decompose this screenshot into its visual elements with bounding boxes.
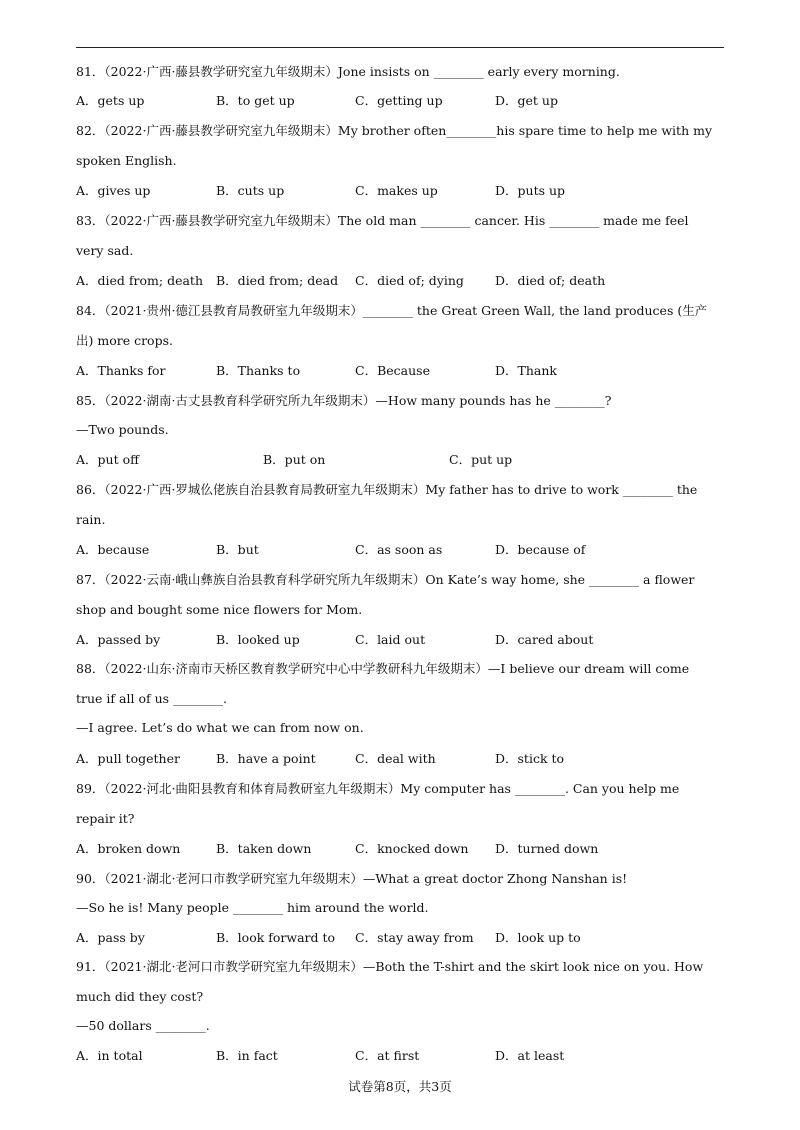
option-d: D．stick to — [495, 751, 565, 766]
page-footer: 试卷第8页，共3页 — [348, 1079, 452, 1094]
question-stem: 82．（2022·广西·藤县教学研究室九年级期末）My brother often________his spare time to help me with my — [76, 123, 713, 138]
question-stem: 91．（2021·湖北·老河口市教学研究室九年级期末）—Both the T-shirt and the skirt look nice on you. How — [76, 959, 704, 974]
options-row — [76, 363, 724, 379]
option-a: A．in total — [76, 1048, 143, 1063]
option-b: B．to get up — [216, 93, 295, 108]
option-c: C．put up — [449, 452, 513, 467]
question-stem: 85．（2022·湖南·古丈县教育科学研究所九年级期末）—How many pounds has he ________? — [76, 393, 612, 408]
question-stem: 90．（2021·湖北·老河口市教学研究室九年级期末）—What a great doctor Zhong Nanshan is! — [76, 871, 628, 886]
option-b: B．in fact — [216, 1048, 278, 1063]
option-c: C．makes up — [355, 183, 438, 198]
option-c: C．getting up — [355, 93, 443, 108]
options-row — [76, 1048, 724, 1064]
option-d: D．died of; death — [495, 273, 606, 288]
option-a: A．broken down — [76, 841, 181, 856]
question-stem: 87．（2022·云南·峨山彝族自治县教育科学研究所九年级期末）On Kate’s way home, she ________ a flower — [76, 572, 695, 587]
options-row — [76, 183, 724, 199]
option-d: D．puts up — [495, 183, 566, 198]
option-b: B．have a point — [216, 751, 316, 766]
option-c: C．laid out — [355, 632, 426, 647]
options-row — [76, 632, 724, 648]
option-c: C．knocked down — [355, 841, 469, 856]
question-stem: 86．（2022·广西·罗城仫佬族自治县教育局教研室九年级期末）My father has to drive to work ________ the — [76, 482, 698, 497]
option-d: D．Thank — [495, 363, 557, 378]
option-d: D．look up to — [495, 930, 581, 945]
option-c: C．stay away from — [355, 930, 474, 945]
question-stem: 83．（2022·广西·藤县教学研究室九年级期末）The old man ________ cancer. His ________ made me feel — [76, 213, 689, 228]
options-row — [76, 452, 724, 468]
option-a: A．Thanks for — [76, 363, 166, 378]
option-a: A．died from; death — [76, 273, 203, 288]
option-b: B．put on — [263, 452, 326, 467]
question-stem: 88．（2022·山东·济南市天桥区教育教学研究中心中学教研科九年级期末）—I believe our dream will come — [76, 661, 690, 676]
option-a: A．because — [76, 542, 150, 557]
option-b: B．taken down — [216, 841, 312, 856]
option-c: C．as soon as — [355, 542, 443, 557]
option-a: A．pass by — [76, 930, 145, 945]
question-stem: 81．（2022·广西·藤县教学研究室九年级期末）Jone insists on ________ early every morning. — [76, 64, 620, 79]
option-a: A．gets up — [76, 93, 145, 108]
options-row — [76, 841, 724, 857]
question-text-line: —50 dollars ________. — [76, 1018, 210, 1033]
question-text-line: rain. — [76, 512, 106, 527]
options-row — [76, 751, 724, 767]
options-row — [76, 93, 724, 109]
question-text-line: —Two pounds. — [76, 422, 169, 437]
question-text-line: very sad. — [76, 243, 134, 258]
option-b: B．but — [216, 542, 259, 557]
option-d: D．turned down — [495, 841, 599, 856]
option-c: C．Because — [355, 363, 430, 378]
options-row — [76, 930, 724, 946]
question-text-line: much did they cost? — [76, 989, 204, 1004]
options-row — [76, 542, 724, 558]
options-row — [76, 273, 724, 289]
top-rule — [76, 47, 724, 48]
option-b: B．look forward to — [216, 930, 336, 945]
option-b: B．Thanks to — [216, 363, 301, 378]
option-a: A．pull together — [76, 751, 180, 766]
option-a: A．gives up — [76, 183, 151, 198]
question-text-line: spoken English. — [76, 153, 177, 168]
question-text-line: —So he is! Many people ________ him around the world. — [76, 900, 429, 915]
option-c: C．died of; dying — [355, 273, 464, 288]
question-stem: 89．（2022·河北·曲阳县教育和体育局教研室九年级期末）My computer has ________. Can you help me — [76, 781, 680, 796]
option-b: B．looked up — [216, 632, 300, 647]
question-text-line: 出) more crops. — [76, 333, 173, 348]
option-a: A．put off — [76, 452, 139, 467]
option-d: D．because of — [495, 542, 586, 557]
option-d: D．cared about — [495, 632, 594, 647]
question-text-line: true if all of us ________. — [76, 691, 227, 706]
question-stem: 84．（2021·贵州·德江县教育局教研室九年级期末）________ the Great Green Wall, the land produces (生产 — [76, 303, 708, 318]
option-d: D．get up — [495, 93, 558, 108]
question-text-line: —I agree. Let’s do what we can from now on. — [76, 720, 364, 735]
option-b: B．died from; dead — [216, 273, 339, 288]
question-text-line: shop and bought some nice flowers for Mom. — [76, 602, 363, 617]
question-text-line: repair it? — [76, 811, 135, 826]
option-c: C．at first — [355, 1048, 420, 1063]
option-a: A．passed by — [76, 632, 161, 647]
option-c: C．deal with — [355, 751, 436, 766]
option-b: B．cuts up — [216, 183, 285, 198]
option-d: D．at least — [495, 1048, 565, 1063]
